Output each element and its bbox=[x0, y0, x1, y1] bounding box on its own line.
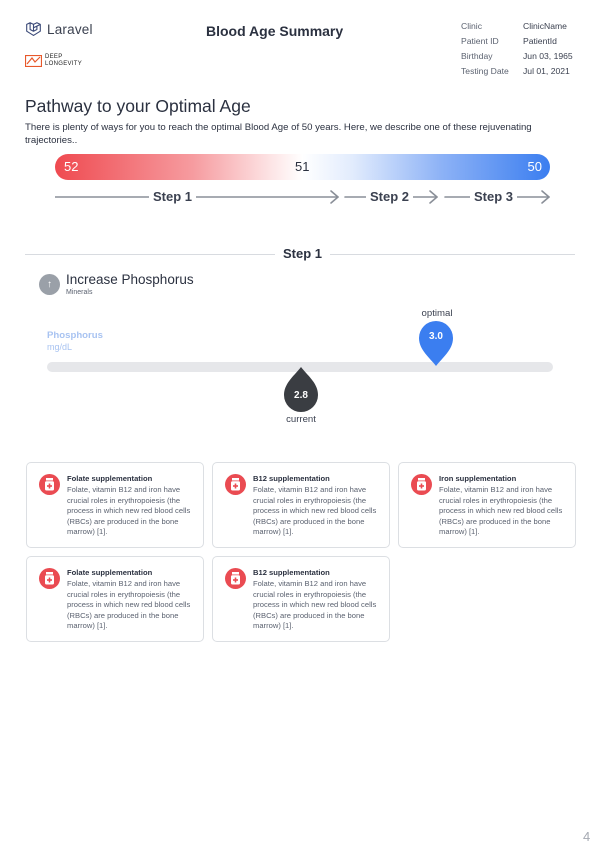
patient-meta bbox=[461, 18, 573, 78]
meta-value: Jun 03, 1965 bbox=[523, 50, 573, 61]
supplement-bottle-icon bbox=[39, 568, 60, 589]
meta-label: Patient ID bbox=[461, 35, 499, 46]
card-title: Iron supplementation bbox=[439, 474, 517, 483]
meter-label: Phosphorus bbox=[47, 330, 103, 341]
marker-name: Increase Phosphorus bbox=[66, 272, 194, 287]
recommendation-card bbox=[26, 462, 204, 548]
marker-category: Minerals bbox=[66, 289, 93, 296]
meta-row-birthday bbox=[461, 48, 573, 63]
card-text: Folate, vitamin B12 and iron have crucial roles in erythropoiesis (the process in which new red blood cells (RBCs) are produced in the bone marrow) [1]. bbox=[67, 485, 191, 536]
meta-label: Birthday bbox=[461, 50, 493, 61]
card-text: Folate, vitamin B12 and iron have crucial roles in erythropoiesis (the process in which new red blood cells (RBCs) are produced in the bone marrow) [1]. bbox=[67, 579, 191, 630]
section-description: There is plenty of ways for you to reach the optimal Blood Age of 50 years. Here, we describe one of these rejuvenating trajectories.. bbox=[25, 122, 532, 146]
supplement-bottle-icon bbox=[411, 474, 432, 495]
supplement-bottle-icon bbox=[39, 474, 60, 495]
card-text: Folate, vitamin B12 and iron have crucial roles in erythropoiesis (the process in which new red blood cells (RBCs) are produced in the bone marrow) [1]. bbox=[253, 579, 377, 630]
current-value: 2.8 bbox=[294, 390, 308, 401]
brand-name: Laravel bbox=[47, 22, 93, 37]
page-header bbox=[0, 0, 601, 80]
step-heading: Step 1 bbox=[275, 246, 330, 261]
current-label: current bbox=[286, 414, 316, 425]
step-3-label: Step 3 bbox=[470, 189, 517, 204]
card-title: B12 supplementation bbox=[253, 568, 330, 577]
card-title: Folate supplementation bbox=[67, 474, 153, 483]
card-text: Folate, vitamin B12 and iron have crucial roles in erythropoiesis (the process in which new red blood cells (RBCs) are produced in the bone marrow) [1]. bbox=[253, 485, 377, 536]
laravel-logo-icon bbox=[25, 21, 42, 38]
optimal-age: 50 bbox=[527, 159, 542, 174]
meta-value: PatientId bbox=[523, 35, 557, 46]
meta-row-testing-date bbox=[461, 63, 573, 78]
recommendation-card bbox=[212, 556, 390, 642]
optimal-value: 3.0 bbox=[429, 331, 443, 342]
start-age: 52 bbox=[64, 159, 79, 174]
meter-unit: mg/dL bbox=[47, 342, 73, 352]
page-number: 4 bbox=[583, 829, 591, 844]
deep-longevity-logo-icon bbox=[25, 55, 42, 67]
card-text: Folate, vitamin B12 and iron have crucial roles in erythropoiesis (the process in which new red blood cells (RBCs) are produced in the bone marrow) [1]. bbox=[439, 485, 563, 536]
step-2-label: Step 2 bbox=[366, 189, 413, 204]
card-title: Folate supplementation bbox=[67, 568, 153, 577]
meta-row-patient-id bbox=[461, 33, 573, 48]
meta-row-clinic bbox=[461, 18, 573, 33]
partner-name: DEEP LONGEVITY bbox=[45, 54, 83, 67]
supplement-bottle-icon bbox=[225, 568, 246, 589]
meta-value: Jul 01, 2021 bbox=[523, 65, 570, 76]
meta-value: ClinicName bbox=[523, 20, 567, 31]
recommendation-card bbox=[26, 556, 204, 642]
steps-row bbox=[55, 186, 555, 208]
step-1-label: Step 1 bbox=[149, 189, 196, 204]
optimal-label: optimal bbox=[421, 308, 453, 319]
section-title: Pathway to your Optimal Age bbox=[25, 96, 251, 116]
deep-longevity-logo bbox=[25, 54, 82, 67]
supplement-bottle-icon bbox=[225, 474, 246, 495]
arrow-up-icon: ↑ bbox=[39, 274, 60, 295]
intermediate-age: 51 bbox=[295, 159, 310, 174]
laravel-logo bbox=[25, 21, 93, 38]
card-title: B12 supplementation bbox=[253, 474, 330, 483]
recommendation-card bbox=[398, 462, 576, 548]
optimal-pin-icon bbox=[418, 320, 454, 367]
age-trajectory-bar bbox=[55, 154, 550, 180]
meta-label: Clinic bbox=[461, 20, 483, 31]
meta-label: Testing Date bbox=[461, 65, 509, 76]
recommendation-card bbox=[212, 462, 390, 548]
document-title: Blood Age Summary bbox=[206, 23, 344, 39]
